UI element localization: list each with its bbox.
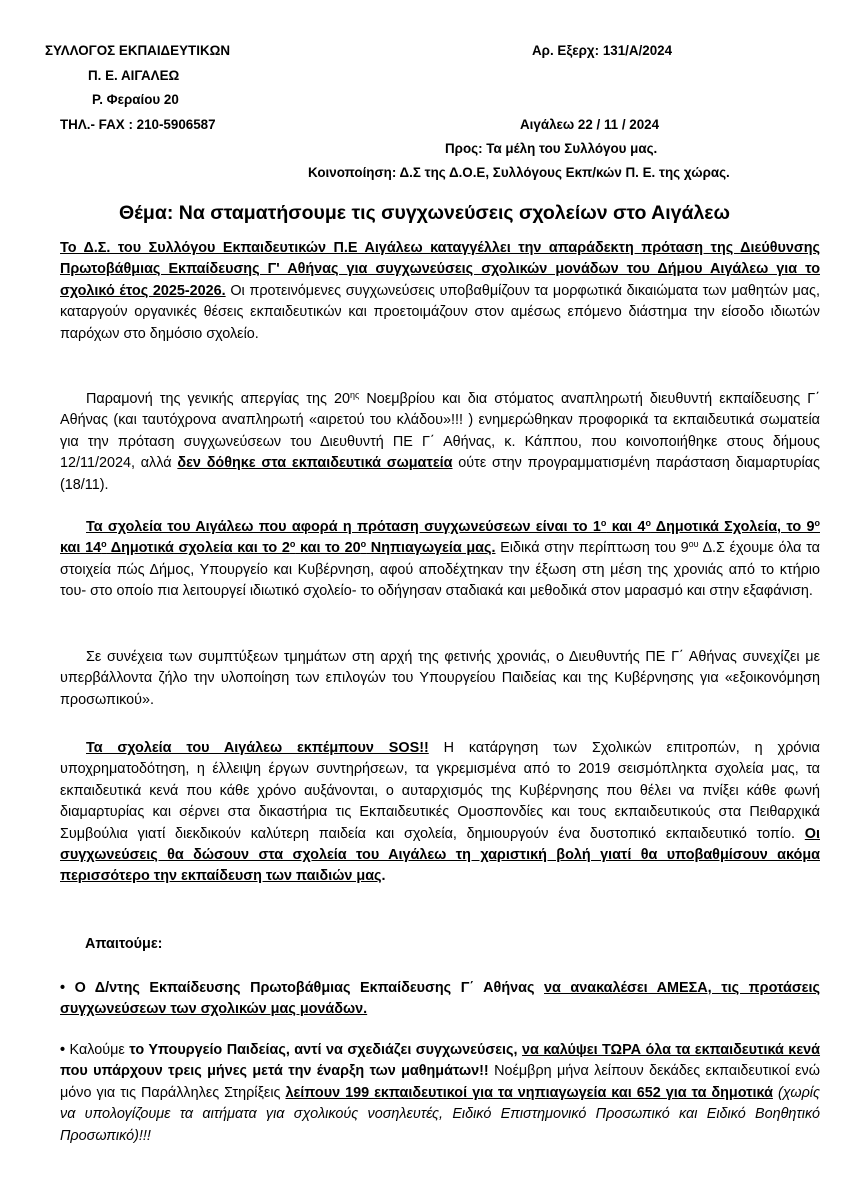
union-name: ΣΥΛΛΟΓΟΣ ΕΚΠΑΙΔΕΥΤΙΚΩΝ <box>45 43 231 58</box>
protocol-number: Αρ. Εξερχ: 131/Α/2024 <box>532 43 673 58</box>
paragraph-3-schools: Τα σχολεία του Αιγάλεω που αφορά η πρόταση συγχωνεύσεων είναι το $1^o$ και $4^o$ Δημοτικά Σχολεία, το $9^o$ και $14^o$ Δημοτικά σχολεία και το $2^o$ και το $20^o$ Νηπιαγωγεία μας. <box>60 518 820 557</box>
paragraph-1-lead: Το Δ.Σ. του Συλλόγου Εκπαιδευτικών Π.Ε Αιγάλεω καταγγέλλει την απαράδεκτη πρόταση της Διεύθυνσης Πρωτοβάθμιας Εκπαίδευσης Γ' Αθήνας για συγχωνεύσεις σχολικών μονάδων του Δήμου Αιγάλεω για το σχολικό έτος 2025-2026. <box>60 240 820 299</box>
paragraph-2-highlight: δεν δόθηκε στα εκπαιδευτικά σωματεία <box>177 455 453 472</box>
paragraph-2-text-c: ούτε στην προγραμματισμένη παράσταση διαμαρτυρίας (18/11). <box>60 455 820 493</box>
union-address: Ρ. Φεραίου 20 <box>92 92 179 107</box>
paragraph-3-text-b: Δ.Σ έχουμε όλα τα στοιχεία πώς Δήμος, Υπουργείο και Κυβέρνηση, αφού αποδέχτηκαν την έξωση στη μέση της χρονιάς από το κτήριο του- στο οποίο πια λειτουργεί ιδιωτικό σχολείο- το οδήγησαν σταδιακά και μεθοδικά στον μαρασμό και στην εξαφάνιση. <box>60 540 820 600</box>
bullet-icon: • <box>60 1042 66 1058</box>
demands-heading: Απαιτούμε: <box>85 936 163 952</box>
paragraph-3 <box>60 517 820 603</box>
demand-1 <box>60 978 820 1021</box>
document-date: Αιγάλεω 22 / 11 / 2024 <box>520 117 660 132</box>
paragraph-1 <box>60 238 820 345</box>
recipients: Προς: Τα μέλη του Συλλόγου μας. <box>445 141 658 156</box>
demand-2-text-b: Νοέμβρη μήνα λείπουν δεκάδες εκπαιδευτικοί ενώ μόνο για τις Παράλληλες Στηρίξεις <box>60 1063 820 1101</box>
paragraph-5 <box>60 738 820 888</box>
paragraph-5-conclusion: Οι συγχωνεύσεις θα δώσουν στα σχολεία του Αιγάλεω τη χαριστική βολή γιατί θα υποβαθμίσουν ακόμα περισσότερο την εκπαίδευση των παιδιών μας <box>60 825 820 885</box>
paragraph-3-sup: ου <box>688 539 699 550</box>
demand-2-bold-a: το Υπουργείο Παιδείας, αντί να σχεδιάζει συγχωνεύσεις, <box>129 1042 523 1058</box>
demand-2-note: (χωρίς να υπολογίζουμε τα αιτήματα για σχολικούς νοσηλευτές, Ειδικό Επιστημονικό Προσωπικό και Ειδικό Βοηθητικό Προσωπικό)!!! <box>60 1084 821 1144</box>
demand-1-highlight: να ανακαλέσει ΑΜΕΣΑ, τις προτάσεις συγχωνεύσεων των σχολικών μας μονάδων. <box>60 980 820 1018</box>
paragraph-4-text: Σε συνέχεια των συμπτύξεων τμημάτων στη αρχή της φετινής χρονιάς, ο Διευθυντής ΠΕ Γ΄ Αθήνας συνεχίζει με υπερβάλλοντα ζήλο την υλοποίηση των επιλογών του Υπουργείου Παιδείας και της Κυβέρνησης για «εξοικονόμηση προσωπικού». <box>60 649 820 708</box>
copy-recipients: Κοινοποίηση: Δ.Σ της Δ.Ο.Ε, Συλλόγους Εκπ/κών Π. Ε. της χώρας. <box>308 165 730 180</box>
demand-2-bold-b: που υπάρχουν τρεις μήνες μετά την έναρξη των μαθημάτων!! <box>60 1063 489 1080</box>
paragraph-5-text: Η κατάργηση των Σχολικών επιτροπών, η χρόνια υποχρηματοδότηση, η έλλειψη έργων συντηρήσεων, τα γκρεμισμένα από το 2019 σεισμόπληκτα σχολεία μας, τα εκπαιδευτικά κενά που κάθε χρόνο αυξάνονται, ο αυταρχισμός της Κυβέρνησης που θέλει να πνίξει κάθε φωνή διαμαρτυρίας και σέρνει στα δικαστήρια τις Εκπαιδευτικές Ομοσπονδίες και τους εκπαιδευτικούς στα Πειθαρχικά Συμβούλια γιατί διεκδικούν καλύτερη παιδεία και σχολεία, δημιουργούν ένα δυστοπικό εκπαιδευτικό τοπίο. <box>60 740 820 842</box>
demand-1-text: Ο Δ/ντης Εκπαίδευσης Πρωτοβάθμιας Εκπαίδευσης Γ΄ Αθήνας <box>65 980 544 996</box>
demand-2-highlight-a: να καλύψει ΤΩΡΑ όλα τα εκπαιδευτικά κενά <box>522 1042 821 1058</box>
paragraph-2 <box>60 389 820 496</box>
paragraph-5-lead: Τα σχολεία του Αιγάλεω εκπέμπουν SOS!! <box>86 740 429 756</box>
demand-2-highlight-b: λείπουν 199 εκπαιδευτικοί για τα νηπιαγωγεία και 652 για τα δημοτικά <box>285 1084 773 1101</box>
subject-title: Θέμα: Να σταματήσουμε τις συγχωνεύσεις σχολείων στο Αιγάλεω <box>118 202 731 224</box>
union-phone: ΤΗΛ.- FAX : 210-5906587 <box>60 117 216 132</box>
paragraph-5-end: . <box>381 868 386 885</box>
paragraph-2-text-a: Παραμονή της γενικής απεργίας της 20 <box>86 391 350 407</box>
paragraph-3-text-a: Ειδικά στην περίπτωση του 9 <box>495 540 689 557</box>
union-branch: Π. Ε. ΑΙΓΑΛΕΩ <box>88 68 180 83</box>
paragraph-2-text-b: Νοεμβρίου και δια στόματος αναπληρωτή διευθυντή εκπαίδευσης Γ΄ Αθήνας (και ταυτόχρονα αναπληρωτή «αιρετού του κλάδου»!!! ) ενημερώθηκαν προφορικά τα εκπαιδευτικά σωματεία για την πρόταση συγχωνεύσεων του Διευθυντή ΠΕ Γ΄ Αθήνας, κ. Κάππου, που κοινοποιήθηκε στους δήμους 12/11/2024, αλλά <box>60 391 820 472</box>
paragraph-1-text: Οι προτεινόμενες συγχωνεύσεις υποβαθμίζουν τα μορφωτικά δικαιώματα των μαθητών μας, καταργούν οργανικές θέσεις εκπαιδευτικών και προετοιμάζουν στον αμέσως επόμενο διάστημα την είσοδο ιδιωτών παρόχων στο δημόσιο σχολείο. <box>60 282 820 342</box>
demand-2-text-a: Καλούμε <box>65 1042 130 1058</box>
paragraph-4 <box>60 647 820 711</box>
demand-2 <box>60 1040 820 1147</box>
bullet-icon: • <box>60 980 66 996</box>
paragraph-2-sup: ης <box>349 390 360 400</box>
